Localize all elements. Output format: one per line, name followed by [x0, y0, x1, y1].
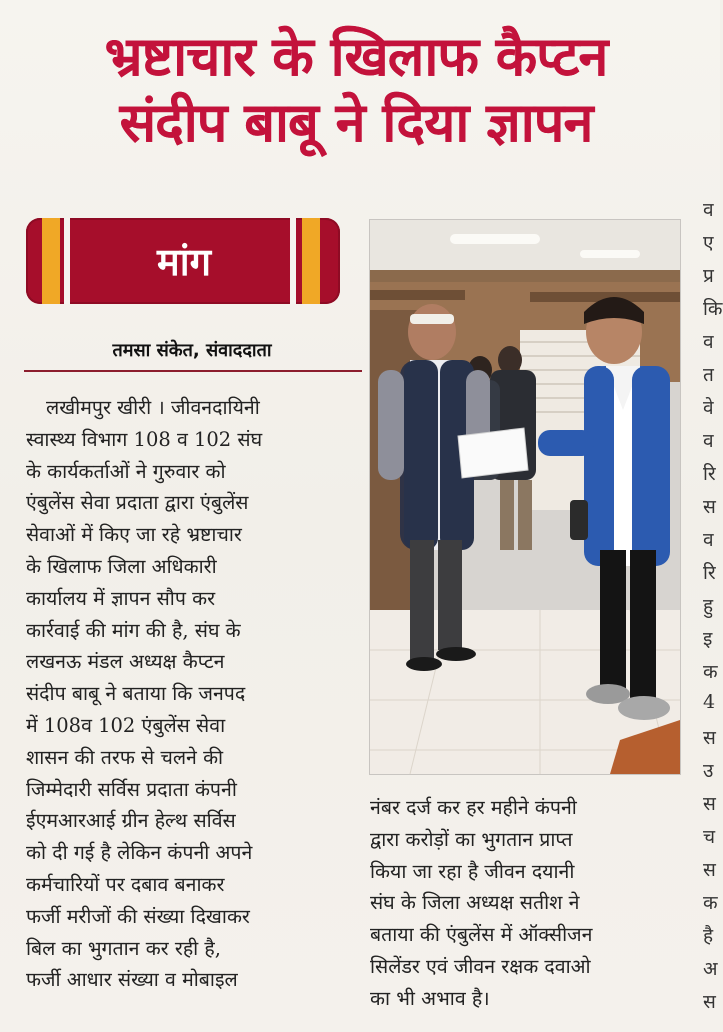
- news-photo: [370, 220, 680, 774]
- edge-glyph: स: [703, 793, 716, 815]
- edge-glyph: अ: [703, 958, 718, 980]
- article-line: फर्जी आधार संख्या व मोबाइल: [26, 968, 238, 992]
- edge-glyph: स: [703, 496, 716, 518]
- edge-glyph: स: [703, 859, 716, 881]
- edge-glyph: व: [703, 430, 714, 452]
- neighbor-column-edge: [700, 196, 723, 1032]
- edge-glyph: रि: [703, 463, 716, 485]
- article-line: के खिलाफ जिला अधिकारी: [26, 554, 217, 578]
- edge-glyph: 4: [703, 691, 716, 713]
- article-line: बिल का भुगतान कर रही है,: [26, 936, 221, 960]
- photo-illustration: [370, 220, 680, 774]
- edge-glyph: उ: [703, 760, 714, 782]
- article-line: लखीमपुर खीरी । जीवनदायिनी: [46, 396, 260, 419]
- article-line: शासन की तरफ से चलने की: [26, 745, 224, 769]
- edge-glyph: स: [703, 727, 716, 749]
- headline: [16, 24, 696, 156]
- article-line: कर्मचारियों पर दबाव बनाकर: [26, 872, 225, 896]
- edge-glyph: च: [703, 826, 716, 848]
- edge-glyph: क: [703, 892, 718, 914]
- article-line: कार्यालय में ज्ञापन सौप कर: [26, 586, 216, 610]
- edge-glyph: प्र: [703, 265, 714, 287]
- article-line: को दी गई है लेकिन कंपनी अपने: [26, 841, 253, 865]
- edge-glyph: है: [703, 925, 714, 947]
- article-line: ईएमआरआई ग्रीन हेल्थ सर्विस: [26, 809, 236, 833]
- edge-glyph: व: [703, 529, 714, 551]
- article-line: में 108व 102 एंबुलेंस सेवा: [26, 713, 226, 737]
- edge-glyph: कि: [703, 298, 723, 320]
- article-line: बताया की एंबुलेंस में ऑक्सीजन: [370, 923, 593, 947]
- article-line: संघ के जिला अध्यक्ष सतीश ने: [370, 891, 580, 915]
- article-line: द्वारा करोड़ों का भुगतान प्राप्त: [370, 827, 573, 851]
- article-line: लखनऊ मंडल अध्यक्ष कैप्टन: [26, 650, 225, 674]
- banner-stripe-left: [42, 218, 60, 304]
- article-column-1: [26, 392, 356, 996]
- article-line: जिम्मेदारी सर्विस प्रदाता कंपनी: [26, 777, 237, 801]
- article-line: सिलेंडर एवं जीवन रक्षक दवाओ: [370, 954, 591, 978]
- section-label: मांग: [157, 240, 211, 284]
- edge-glyph: त: [703, 364, 714, 386]
- headline-line-1: भ्रष्टाचार के खिलाफ कैप्टन: [104, 25, 608, 88]
- edge-glyph: स: [703, 991, 716, 1013]
- article-line: एंबुलेंस सेवा प्रदाता द्वारा एंबुलेंस: [26, 491, 249, 515]
- article-column-2: [370, 792, 690, 1015]
- edge-glyph: रि: [703, 562, 716, 584]
- banner-divider-right: [290, 218, 296, 304]
- edge-glyph: ए: [703, 232, 714, 254]
- edge-glyph: व: [703, 199, 714, 221]
- article-line: के कार्यकर्ताओं ने गुरुवार को: [26, 459, 226, 483]
- article-line: का भी अभाव है।: [370, 986, 490, 1010]
- article-line: सेवाओं में किए जा रहे भ्रष्टाचार: [26, 523, 242, 547]
- article-line: किया जा रहा है जीवन दयानी: [370, 859, 575, 883]
- byline-rule: [24, 370, 362, 372]
- edge-glyph: क: [703, 661, 718, 683]
- headline-line-2: संदीप बाबू ने दिया ज्ञापन: [119, 91, 593, 154]
- edge-glyph: व: [703, 331, 714, 353]
- article-line: स्वास्थ्य विभाग 108 व 102 संघ: [26, 427, 263, 451]
- byline: तमसा संकेत, संवाददाता: [112, 340, 272, 361]
- edge-glyph: वे: [703, 397, 714, 419]
- banner-divider-left: [64, 218, 70, 304]
- article-line: कार्रवाई की मांग की है, संघ के: [26, 618, 241, 642]
- article-line: नंबर दर्ज कर हर महीने कंपनी: [370, 796, 577, 819]
- article-line: संदीप बाबू ने बताया कि जनपद: [26, 682, 246, 706]
- banner-stripe-right: [302, 218, 320, 304]
- edge-glyph: इ: [703, 628, 713, 650]
- section-banner: [26, 218, 340, 304]
- edge-glyph: हु: [703, 595, 714, 617]
- article-line: फर्जी मरीजों की संख्या दिखाकर: [26, 904, 250, 928]
